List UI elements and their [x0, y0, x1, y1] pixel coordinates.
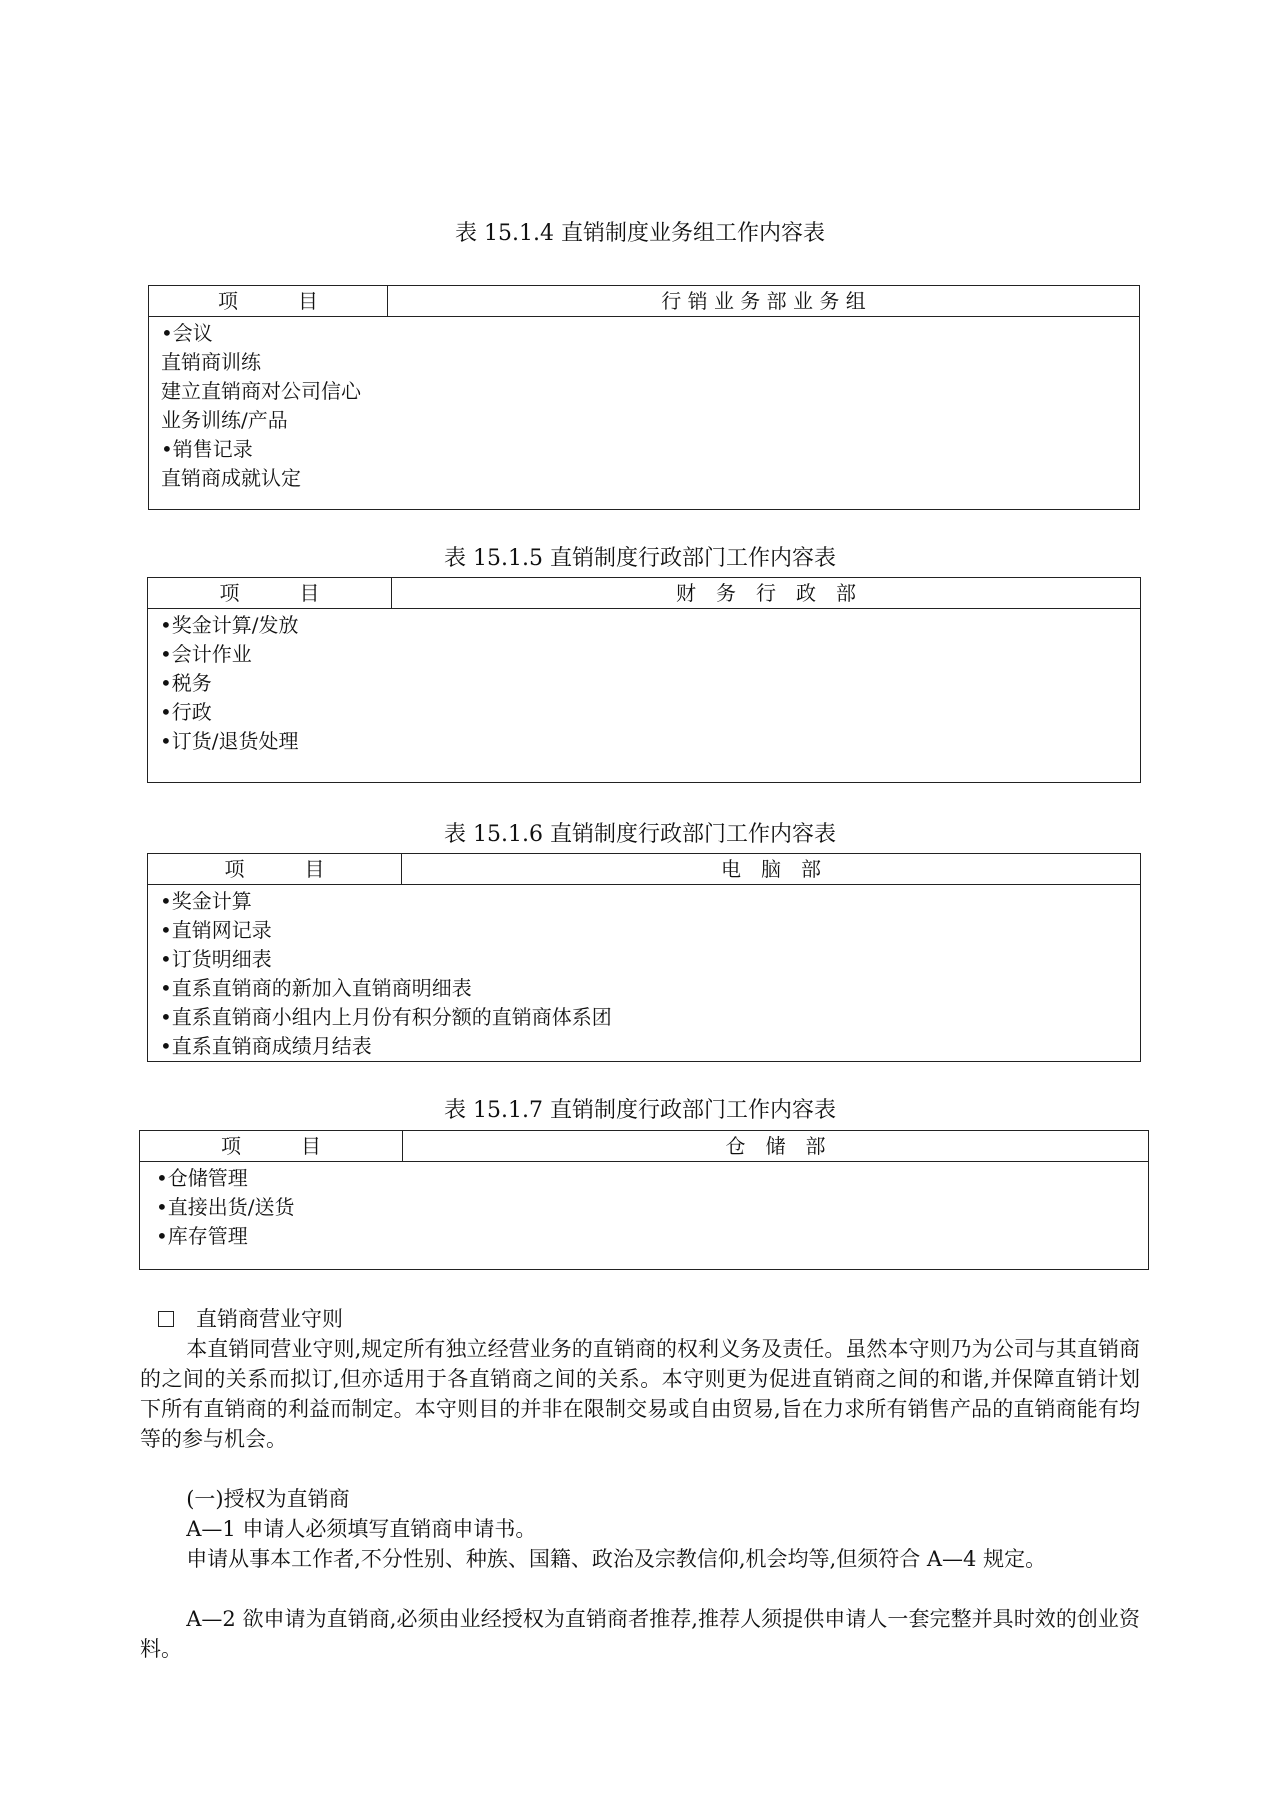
list-item: •会议	[161, 321, 213, 345]
table-15-1-5	[147, 577, 1141, 783]
intro-paragraph: 本直销同营业守则,规定所有独立经营业务的直销商的权利义务及责任。虽然本守则乃为公司与其直销商的之间的关系而拟订,但亦适用于各直销商之间的关系。本守则更为促进直销商之间的和谐,并保障直销计划下所有直销商的利益而制定。本守则目的并非在限制交易或自由贸易,旨在力求所有销售产品的直销商能有均等的参与机会。	[140, 1337, 1140, 1451]
column-header-department: 行 销 业 务 部 业 务 组	[388, 286, 1140, 317]
list-item: •奖金计算/发放	[160, 613, 299, 637]
list-item: •直系直销商的新加入直销商明细表	[160, 976, 472, 1000]
list-item: •库存管理	[156, 1224, 248, 1248]
table-body	[148, 885, 1141, 1062]
list-item: •直接出货/送货	[156, 1195, 295, 1219]
list-item: •仓储管理	[156, 1166, 248, 1190]
table-caption-15-1-4: 表 15.1.4 直销制度业务组工作内容表	[455, 221, 825, 246]
checkbox-square-icon	[158, 1311, 174, 1327]
table-15-1-6	[147, 853, 1141, 1062]
subheading-authorization: (一)授权为直销商	[186, 1487, 350, 1511]
list-item: •直系直销商小组内上月份有积分额的直销商体系团	[160, 1005, 612, 1029]
table-body	[148, 609, 1141, 783]
column-header-item: 项 目	[148, 854, 402, 885]
list-item: •直系直销商成绩月结表	[160, 1034, 372, 1058]
list-item: •税务	[160, 671, 212, 695]
column-header-item: 项 目	[149, 286, 388, 317]
list-item: 业务训练/产品	[161, 408, 288, 432]
section-heading	[158, 1304, 343, 1334]
rule-paragraph: 申请从事本工作者,不分性别、种族、国籍、政治及宗教信仰,机会均等,但须符合 A—4 规定。	[186, 1547, 1047, 1571]
list-item: •订货/退货处理	[160, 729, 299, 753]
section-heading-text: 直销商营业守则	[196, 1307, 343, 1331]
column-header-department: 财 务 行 政 部	[392, 578, 1141, 609]
table-caption-15-1-7: 表 15.1.7 直销制度行政部门工作内容表	[444, 1098, 836, 1123]
column-header-department: 仓 储 部	[403, 1131, 1149, 1162]
list-item: 直销商成就认定	[161, 466, 301, 490]
list-item: •销售记录	[161, 437, 253, 461]
list-item: 建立直销商对公司信心	[161, 379, 361, 403]
list-item: 直销商训练	[161, 350, 261, 374]
list-item: •奖金计算	[160, 889, 252, 913]
table-body	[140, 1162, 1149, 1270]
list-item: •直销网记录	[160, 918, 272, 942]
table-caption-15-1-5: 表 15.1.5 直销制度行政部门工作内容表	[444, 546, 836, 571]
column-header-item: 项 目	[140, 1131, 403, 1162]
table-body	[149, 317, 1140, 510]
table-15-1-4	[148, 285, 1140, 510]
rule-a1: A—1 申请人必须填写直销商申请书。	[186, 1517, 537, 1541]
list-item: •订货明细表	[160, 947, 272, 971]
list-item: •行政	[160, 700, 212, 724]
column-header-department: 电 脑 部	[402, 854, 1141, 885]
list-item: •会计作业	[160, 642, 252, 666]
column-header-item: 项 目	[148, 578, 392, 609]
rule-a2: A—2 欲申请为直销商,必须由业经授权为直销商者推荐,推荐人须提供申请人一套完整并具时效的创业资料。	[140, 1607, 1140, 1661]
table-15-1-7	[139, 1130, 1149, 1270]
table-caption-15-1-6: 表 15.1.6 直销制度行政部门工作内容表	[444, 822, 836, 847]
